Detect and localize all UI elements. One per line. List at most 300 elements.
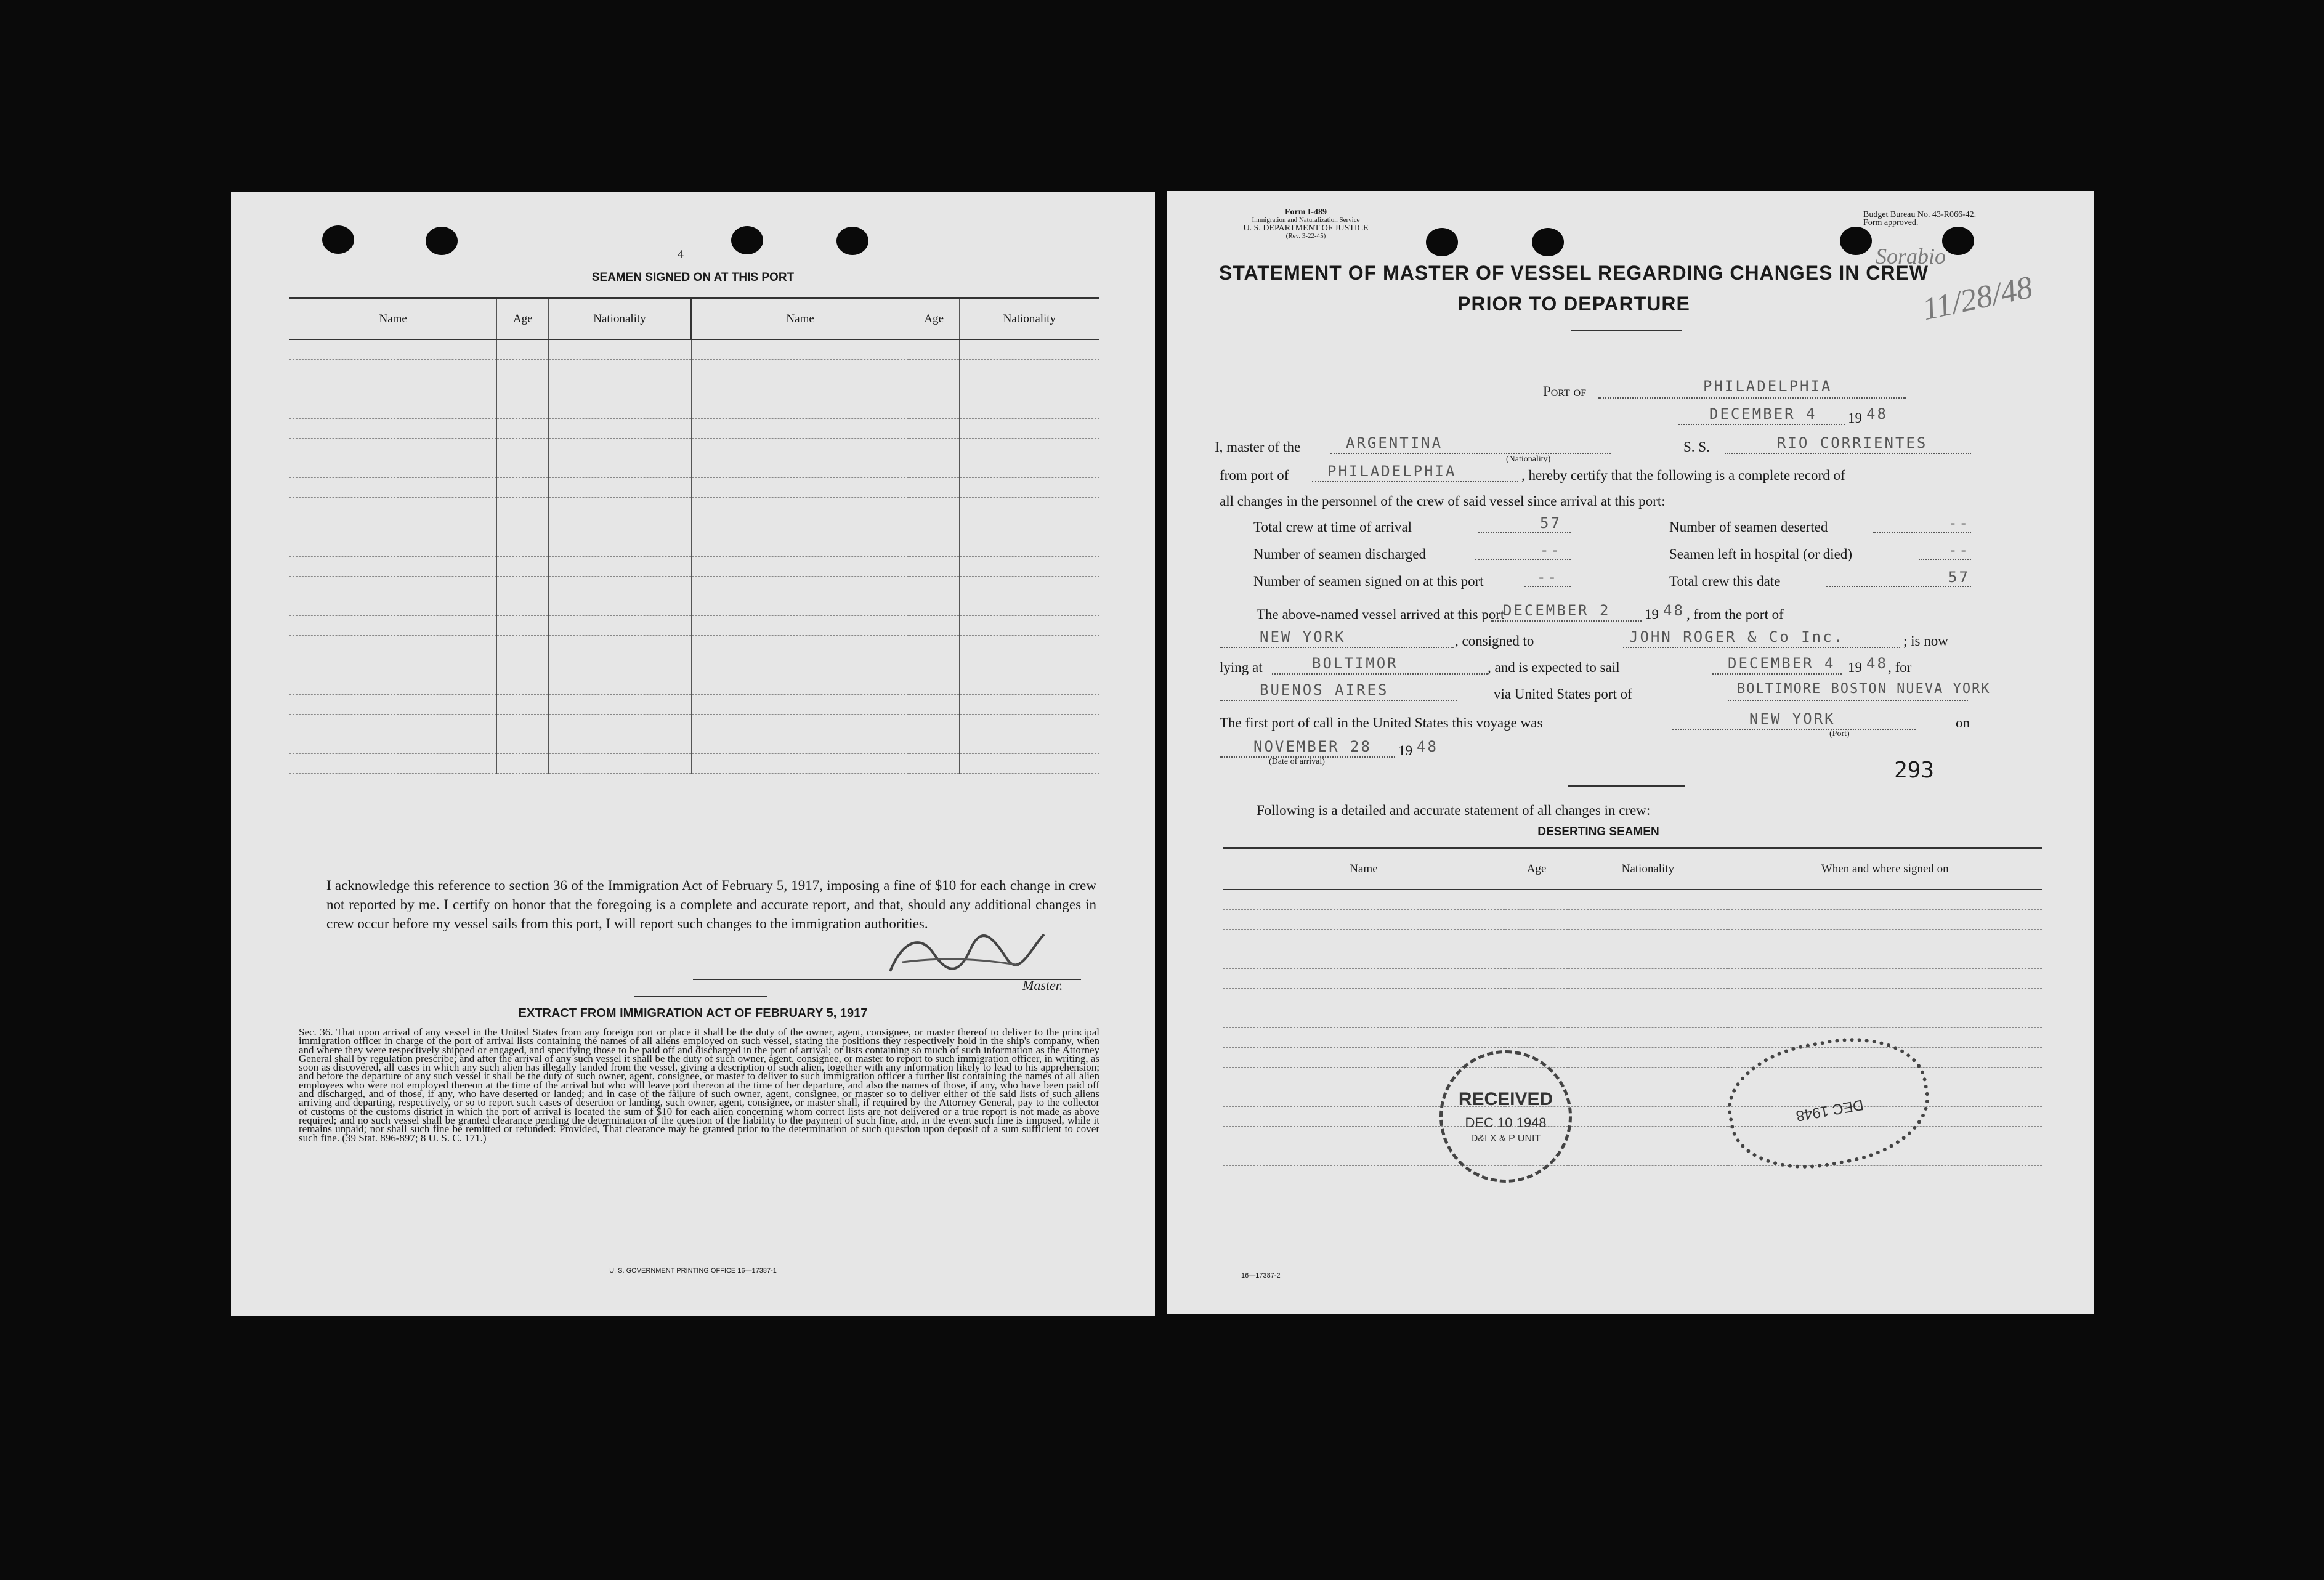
table-cell bbox=[549, 537, 691, 557]
arrived-value: DECEMBER 2 bbox=[1503, 602, 1611, 619]
for-label: , for bbox=[1888, 660, 1912, 675]
table-row bbox=[289, 360, 1099, 379]
table-cell bbox=[959, 734, 1099, 754]
table-cell bbox=[691, 379, 909, 399]
table-cell bbox=[959, 360, 1099, 379]
previous-port-value: NEW YORK bbox=[1260, 628, 1346, 646]
arrived-year: 48 bbox=[1663, 602, 1685, 619]
table-cell bbox=[549, 517, 691, 537]
table-cell bbox=[549, 557, 691, 577]
table-cell bbox=[1568, 989, 1728, 1008]
table-cell bbox=[1568, 930, 1728, 949]
discharged-value: -- bbox=[1540, 541, 1561, 559]
table-cell bbox=[959, 379, 1099, 399]
total-arrival-value: 57 bbox=[1540, 514, 1561, 532]
fill-line bbox=[1826, 586, 1971, 587]
table-cell bbox=[497, 557, 549, 577]
punch-hole bbox=[426, 227, 458, 255]
table-row bbox=[1223, 1008, 2042, 1028]
table-cell bbox=[1568, 1048, 1728, 1068]
from-port-label: from port of bbox=[1220, 468, 1289, 483]
table-cell bbox=[909, 616, 959, 636]
table-cell bbox=[1223, 969, 1505, 989]
fill-line bbox=[1728, 700, 1968, 701]
stamped-number: 293 bbox=[1894, 758, 1935, 783]
table-cell bbox=[959, 557, 1099, 577]
fill-line bbox=[1919, 559, 1971, 560]
table-cell bbox=[691, 419, 909, 439]
table-row bbox=[289, 379, 1099, 399]
table-cell bbox=[497, 379, 549, 399]
table-cell bbox=[1505, 969, 1568, 989]
signed-on-label: Number of seamen signed on at this port bbox=[1253, 573, 1484, 589]
table-cell bbox=[909, 399, 959, 419]
table-row bbox=[289, 458, 1099, 478]
following-text: Following is a detailed and accurate statement of all changes in crew: bbox=[1257, 803, 1651, 818]
table-cell bbox=[497, 537, 549, 557]
stamp-date: DEC 10 1948 bbox=[1465, 1115, 1547, 1130]
table-cell bbox=[959, 655, 1099, 675]
table-cell bbox=[289, 636, 497, 655]
table-cell bbox=[1568, 1127, 1728, 1146]
fill-line bbox=[1712, 673, 1842, 675]
hospital-value: -- bbox=[1948, 541, 1970, 559]
table-cell bbox=[497, 498, 549, 517]
table-row bbox=[1223, 1127, 2042, 1146]
table-row bbox=[1223, 1146, 2042, 1166]
table-cell bbox=[959, 695, 1099, 715]
lying-at-label: lying at bbox=[1220, 660, 1263, 675]
table-cell bbox=[1568, 1087, 1728, 1107]
section-title: SEAMEN SIGNED ON AT THIS PORT bbox=[591, 271, 795, 284]
punch-hole bbox=[1942, 227, 1974, 255]
fill-line bbox=[1524, 586, 1571, 587]
fill-line bbox=[1598, 397, 1906, 399]
table-cell bbox=[549, 498, 691, 517]
table-cell bbox=[289, 734, 497, 754]
table-cell bbox=[959, 577, 1099, 596]
fill-line bbox=[1220, 647, 1454, 648]
table-cell bbox=[909, 577, 959, 596]
arrived-text: The above-named vessel arrived at this port bbox=[1257, 607, 1505, 622]
table-cell bbox=[497, 754, 549, 774]
table-row bbox=[289, 577, 1099, 596]
first-port-value: NEW YORK bbox=[1749, 710, 1836, 727]
table-cell bbox=[497, 419, 549, 439]
fill-line bbox=[1478, 532, 1571, 533]
table-cell bbox=[909, 695, 959, 715]
table-cell bbox=[497, 655, 549, 675]
table-cell bbox=[959, 616, 1099, 636]
table-cell bbox=[289, 517, 497, 537]
stamp-unit: D&I X & P UNIT bbox=[1470, 1133, 1541, 1144]
table-cell bbox=[909, 458, 959, 478]
master-label: Master. bbox=[1022, 978, 1063, 993]
table-row bbox=[289, 339, 1099, 360]
table-cell bbox=[549, 695, 691, 715]
table-cell bbox=[1568, 1146, 1728, 1166]
ss-label: S. S. bbox=[1683, 439, 1710, 455]
fill-line bbox=[1623, 647, 1900, 648]
budget-line: Budget Bureau No. 43-R066-42. bbox=[1863, 210, 1977, 219]
table-cell bbox=[1568, 949, 1728, 969]
discharged-label: Number of seamen discharged bbox=[1253, 546, 1426, 562]
table-cell bbox=[909, 439, 959, 458]
fill-line bbox=[1672, 729, 1916, 730]
table-cell bbox=[959, 498, 1099, 517]
form-subtitle: PRIOR TO DEPARTURE bbox=[1457, 293, 1690, 315]
table-cell bbox=[691, 537, 909, 557]
table-cell bbox=[549, 636, 691, 655]
table-cell bbox=[1223, 949, 1505, 969]
acknowledgment-text: I acknowledge this reference to section 36 of the Immigration Act of February 5, 1917, imposing a fine of $10 for each change in crew not reported by me. I certify on honor that the foregoing is a complete and accurate report, and that, should any additional changes in crew occur before my vessel sails from this port, I will report such changes to the immigration authorities. bbox=[326, 878, 1096, 931]
printer-line: 16—17387-2 bbox=[1241, 1272, 1281, 1279]
column-header: Name bbox=[289, 298, 497, 339]
table-row bbox=[289, 557, 1099, 577]
table-row bbox=[289, 596, 1099, 616]
fill-line bbox=[1312, 481, 1518, 482]
year-prefix: 19 bbox=[1645, 607, 1659, 622]
table-cell bbox=[691, 734, 909, 754]
table-cell bbox=[549, 616, 691, 636]
stamp-date: DEC 1948 bbox=[1794, 1096, 1865, 1125]
table-cell bbox=[959, 517, 1099, 537]
table-cell bbox=[909, 379, 959, 399]
table-cell bbox=[497, 715, 549, 734]
table-cell bbox=[691, 439, 909, 458]
table-cell bbox=[909, 478, 959, 498]
table-cell bbox=[1505, 989, 1568, 1008]
table-cell bbox=[1568, 1008, 1728, 1028]
table-cell bbox=[909, 734, 959, 754]
table-row bbox=[1223, 949, 2042, 969]
table-cell bbox=[497, 675, 549, 695]
table-cell bbox=[1505, 930, 1568, 949]
table-cell bbox=[691, 360, 909, 379]
table-cell bbox=[959, 537, 1099, 557]
arrival-date-value: NOVEMBER 28 bbox=[1253, 738, 1372, 755]
table-cell bbox=[549, 360, 691, 379]
table-cell bbox=[909, 498, 959, 517]
table-cell bbox=[691, 339, 909, 360]
fill-line bbox=[1330, 453, 1611, 454]
table-cell bbox=[691, 655, 909, 675]
table-row bbox=[289, 517, 1099, 537]
sail-year: 48 bbox=[1866, 655, 1888, 672]
table-row bbox=[289, 675, 1099, 695]
table-cell bbox=[549, 596, 691, 616]
table-cell bbox=[289, 655, 497, 675]
table-cell bbox=[909, 557, 959, 577]
fill-line bbox=[1220, 700, 1457, 701]
from-port-text: , from the port of bbox=[1686, 607, 1784, 622]
signed-on-value: -- bbox=[1537, 569, 1558, 586]
punch-hole bbox=[322, 225, 354, 254]
table-cell bbox=[289, 557, 497, 577]
on-label: on bbox=[1956, 715, 1970, 731]
table-cell bbox=[1728, 889, 2042, 910]
table-cell bbox=[691, 577, 909, 596]
table-cell bbox=[691, 636, 909, 655]
table-cell bbox=[691, 754, 909, 774]
table-cell bbox=[1505, 1028, 1568, 1048]
total-date-label: Total crew this date bbox=[1669, 573, 1781, 589]
table-cell bbox=[691, 517, 909, 537]
year-prefix: 19 bbox=[1848, 660, 1862, 675]
form-number: Form I-489 bbox=[1284, 208, 1327, 217]
table-cell bbox=[959, 458, 1099, 478]
table-cell bbox=[549, 458, 691, 478]
table-cell bbox=[549, 715, 691, 734]
table-row bbox=[289, 439, 1099, 458]
table-cell bbox=[497, 399, 549, 419]
table-cell bbox=[909, 537, 959, 557]
punch-hole bbox=[731, 226, 763, 254]
table-cell bbox=[1505, 889, 1568, 910]
table-cell bbox=[1728, 1008, 2042, 1028]
table-cell bbox=[1505, 910, 1568, 930]
fill-line bbox=[1491, 620, 1642, 622]
deserting-title: DESERTING SEAMEN bbox=[1537, 825, 1659, 838]
table-row bbox=[1223, 930, 2042, 949]
table-cell bbox=[909, 715, 959, 734]
nationality-caption: (Nationality) bbox=[1506, 455, 1551, 464]
table-row bbox=[1223, 989, 2042, 1008]
consigned-label: , consigned to bbox=[1455, 633, 1534, 649]
table-cell bbox=[909, 517, 959, 537]
column-header: Age bbox=[1505, 848, 1568, 889]
table-cell bbox=[959, 478, 1099, 498]
certify-text-2: all changes in the personnel of the crew of said vessel since arrival at this port: bbox=[1220, 493, 1666, 509]
table-cell bbox=[289, 498, 497, 517]
ship-name: RIO CORRIENTES bbox=[1777, 434, 1928, 452]
table-cell bbox=[1728, 969, 2042, 989]
table-cell bbox=[1223, 930, 1505, 949]
table-cell bbox=[1728, 930, 2042, 949]
table-cell bbox=[691, 399, 909, 419]
date-value: DECEMBER 4 bbox=[1709, 405, 1817, 423]
lying-at-value: BOLTIMOR bbox=[1312, 655, 1398, 672]
table-row bbox=[289, 478, 1099, 498]
table-cell bbox=[959, 675, 1099, 695]
table-cell bbox=[289, 715, 497, 734]
table-cell bbox=[549, 339, 691, 360]
column-header: Name bbox=[691, 298, 909, 339]
fill-line bbox=[1475, 559, 1571, 560]
table-cell bbox=[289, 360, 497, 379]
table-cell bbox=[1223, 1028, 1505, 1048]
table-cell bbox=[1223, 1008, 1505, 1028]
consignee-value: JOHN ROGER & Co Inc. bbox=[1629, 628, 1844, 646]
page-number: 4 bbox=[678, 248, 684, 261]
table-cell bbox=[497, 458, 549, 478]
table-cell bbox=[549, 478, 691, 498]
revision: (Rev. 3-22-45) bbox=[1285, 232, 1326, 240]
table-cell bbox=[497, 577, 549, 596]
table-cell bbox=[497, 517, 549, 537]
hospital-label: Seamen left in hospital (or died) bbox=[1669, 546, 1853, 562]
table-row bbox=[289, 754, 1099, 774]
table-cell bbox=[289, 695, 497, 715]
handwritten-date: 11/28/48 bbox=[1919, 269, 2036, 328]
table-cell bbox=[497, 734, 549, 754]
table-cell bbox=[497, 360, 549, 379]
table-row bbox=[289, 419, 1099, 439]
fill-line bbox=[1873, 532, 1971, 533]
total-arrival-label: Total crew at time of arrival bbox=[1253, 519, 1412, 535]
table-cell bbox=[909, 754, 959, 774]
handwritten-note: Sorabio bbox=[1876, 244, 1946, 269]
table-row bbox=[1223, 969, 2042, 989]
table-cell bbox=[289, 616, 497, 636]
table-cell bbox=[289, 399, 497, 419]
table-header-row bbox=[1223, 848, 2042, 889]
table-row bbox=[289, 399, 1099, 419]
deserted-label: Number of seamen deserted bbox=[1669, 519, 1828, 535]
fill-line bbox=[1678, 424, 1845, 425]
table-cell bbox=[289, 754, 497, 774]
table-cell bbox=[959, 339, 1099, 360]
table-cell bbox=[1568, 1028, 1728, 1048]
via-value: BOLTIMORE BOSTON NUEVA YORK bbox=[1737, 681, 1991, 697]
arrival-date-caption: (Date of arrival) bbox=[1269, 757, 1325, 766]
arrival-year: 48 bbox=[1417, 738, 1438, 755]
destination-value: BUENOS AIRES bbox=[1260, 681, 1389, 699]
via-label: via United States port of bbox=[1494, 686, 1632, 702]
table-cell bbox=[1223, 910, 1505, 930]
table-cell bbox=[1223, 889, 1505, 910]
table-cell bbox=[549, 419, 691, 439]
divider bbox=[634, 996, 767, 997]
from-port-value: PHILADELPHIA bbox=[1327, 463, 1457, 480]
table-cell bbox=[1505, 1008, 1568, 1028]
table-cell bbox=[959, 596, 1099, 616]
extract-title: EXTRACT FROM IMMIGRATION ACT OF FEBRUARY 5, 1917 bbox=[518, 1007, 868, 1020]
table-cell bbox=[909, 419, 959, 439]
year-prefix: 19 bbox=[1848, 410, 1862, 426]
table-cell bbox=[691, 695, 909, 715]
year-prefix: 19 bbox=[1398, 743, 1412, 758]
punch-hole bbox=[836, 227, 868, 255]
table-cell bbox=[1728, 989, 2042, 1008]
table-cell bbox=[959, 439, 1099, 458]
is-now-label: ; is now bbox=[1903, 633, 1948, 649]
fill-line bbox=[1725, 453, 1971, 454]
table-header-row bbox=[289, 298, 1099, 339]
budget-line: Form approved. bbox=[1863, 218, 1919, 227]
table-cell bbox=[497, 339, 549, 360]
certify-text: , hereby certify that the following is a complete record of bbox=[1521, 468, 1845, 483]
signed-on-table bbox=[289, 297, 1099, 774]
table-cell bbox=[691, 458, 909, 478]
year-value: 48 bbox=[1866, 405, 1888, 423]
punch-hole bbox=[1532, 228, 1564, 256]
table-row bbox=[289, 655, 1099, 675]
table-cell bbox=[1568, 889, 1728, 910]
table-cell bbox=[959, 399, 1099, 419]
table-cell bbox=[959, 419, 1099, 439]
table-cell bbox=[691, 596, 909, 616]
right-page bbox=[1167, 191, 2094, 1314]
table-cell bbox=[549, 754, 691, 774]
table-cell bbox=[1505, 949, 1568, 969]
table-row bbox=[1223, 1028, 2042, 1048]
table-cell bbox=[289, 537, 497, 557]
agency-line: U. S. DEPARTMENT OF JUSTICE bbox=[1243, 224, 1369, 233]
extract-text: Sec. 36. That upon arrival of any vessel in the United States from any foreign port or place it shall be the duty of the owner, agent, consignee, or master thereof to deliver to the principal immigration officer in charge of the port of arrival lists containing the names of all aliens employed on such vessel, stating the positions they respectively hold in the ship's company, when and where they were respectively shipped or engaged, and specifying those to be paid off and discharged in the port of arrival; or lists containing so much of such information as the Attorney General shall by regulation prescribe; and after the arrival of any such vessel it shall be the duty of such owner, agent, consignee, or master to report to such immigration officer, in writing, as soon as discovered, all cases in which any such alien has illegally landed from the vessel, giving a description of such alien, together with any information likely to lead to his apprehension; and before the departure of any such vessel it shall be the duty of such owner, agent, consignee, or master to deliver to such immigration officer a further list containing the names of all alien employees who were not employed thereon at the time of the arrival but who will leave port thereon at the time of her departure, and also the names of those, if any, who have been paid off and discharged, and of those, if any, who have deserted or landed; and in case of the failure of such owner, agent, consignee, or master so to deliver either of the said lists of such aliens arriving and departing, respectively, or so to report such cases of desertion or landing, such owner, agent, consignee, or master shall, if required by the Attorney General, pay to the collector of customs of the customs district in which the port of arrival is located the sum of $10 for each alien concerning whom correct lists are not delivered or a true report is not made as above required; and no such vessel shall be granted clearance pending the determination of the question of the liability to the payment of such fine, and, in the event such fine is imposed, while it remains unpaid; nor shall such fine be remitted or refunded: Provided, That clearance may be granted prior to the determination of such question upon deposit of a sum sufficient to cover such fine. (39 Stat. 896-897; 8 U. S. C. 171.) bbox=[299, 1026, 1099, 1144]
table-cell bbox=[289, 339, 497, 360]
table-cell bbox=[691, 478, 909, 498]
table-cell bbox=[691, 557, 909, 577]
left-page bbox=[231, 192, 1155, 1316]
table-cell bbox=[909, 655, 959, 675]
punch-hole bbox=[1840, 227, 1872, 255]
table-cell bbox=[549, 655, 691, 675]
table-cell bbox=[289, 419, 497, 439]
table-cell bbox=[497, 478, 549, 498]
table-cell bbox=[549, 379, 691, 399]
table-cell bbox=[691, 616, 909, 636]
total-date-value: 57 bbox=[1948, 569, 1970, 586]
table-cell bbox=[691, 715, 909, 734]
table-cell bbox=[959, 715, 1099, 734]
table-cell bbox=[1568, 910, 1728, 930]
fill-line bbox=[1272, 673, 1488, 675]
form-header bbox=[1217, 208, 1395, 240]
column-header: Age bbox=[497, 298, 549, 339]
budget-info bbox=[1863, 211, 2048, 227]
table-cell bbox=[549, 734, 691, 754]
table-cell bbox=[549, 399, 691, 419]
deserted-value: -- bbox=[1948, 514, 1970, 532]
table-cell bbox=[289, 458, 497, 478]
table-cell bbox=[289, 439, 497, 458]
form-title: STATEMENT OF MASTER OF VESSEL REGARDING CHANGES IN CREW bbox=[1219, 262, 1929, 284]
table-cell bbox=[691, 675, 909, 695]
table-cell bbox=[289, 577, 497, 596]
port-of-value: PHILADELPHIA bbox=[1703, 378, 1832, 395]
port-of-label: Port of bbox=[1543, 384, 1587, 399]
table-cell bbox=[549, 439, 691, 458]
table-row bbox=[1223, 889, 2042, 910]
column-header: Name bbox=[1223, 848, 1505, 889]
table-cell bbox=[497, 596, 549, 616]
table-cell bbox=[497, 695, 549, 715]
table-cell bbox=[1728, 949, 2042, 969]
nationality-value: ARGENTINA bbox=[1346, 434, 1443, 452]
stamp-text: RECEIVED bbox=[1458, 1089, 1553, 1109]
column-header: Nationality bbox=[959, 298, 1099, 339]
table-cell bbox=[1728, 910, 2042, 930]
sail-date-value: DECEMBER 4 bbox=[1728, 655, 1836, 672]
column-header: Nationality bbox=[549, 298, 691, 339]
table-row bbox=[289, 636, 1099, 655]
table-cell bbox=[959, 636, 1099, 655]
table-row bbox=[289, 537, 1099, 557]
table-cell bbox=[909, 675, 959, 695]
column-header: When and where signed on bbox=[1728, 848, 2042, 889]
table-row bbox=[289, 616, 1099, 636]
table-cell bbox=[289, 478, 497, 498]
divider bbox=[1568, 785, 1685, 787]
column-header: Nationality bbox=[1568, 848, 1728, 889]
printer-line: U. S. GOVERNMENT PRINTING OFFICE 16—17387-1 bbox=[609, 1267, 777, 1274]
expected-text: , and is expected to sail bbox=[1488, 660, 1620, 675]
master-of-label: I, master of the bbox=[1215, 439, 1301, 455]
table-cell bbox=[1568, 969, 1728, 989]
table-cell bbox=[289, 379, 497, 399]
table-cell bbox=[1223, 1048, 1505, 1068]
